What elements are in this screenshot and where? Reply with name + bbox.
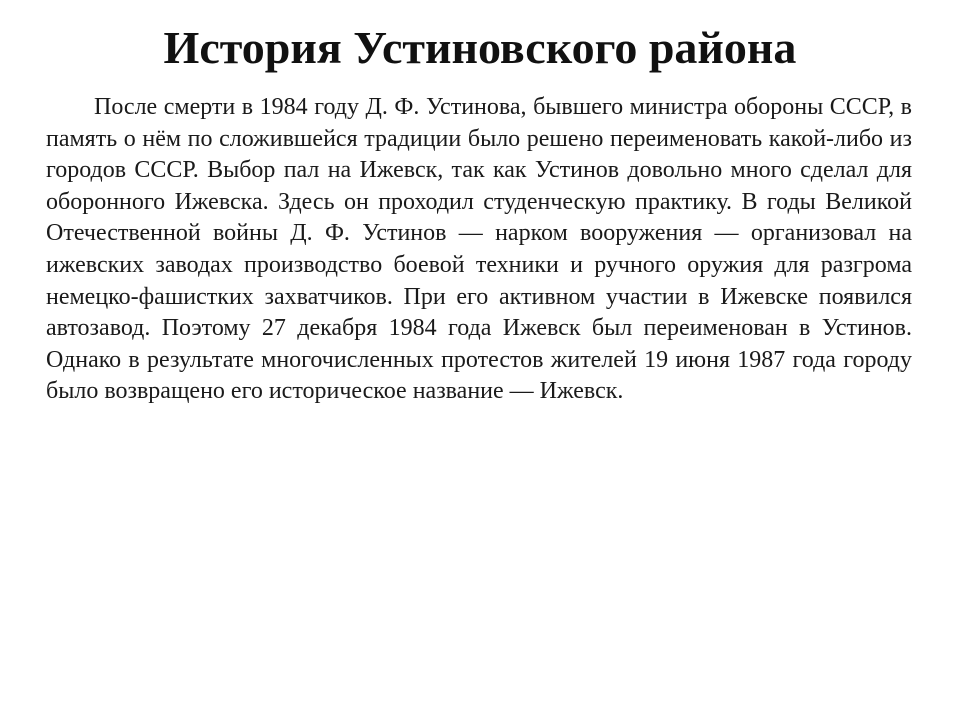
slide-title: История Устиновского района	[163, 22, 797, 73]
slide-body-paragraph: После смерти в 1984 году Д. Ф. Устинова, бывшего министра обороны СССР, в память о нём по сложившейся традиции было решено переименовать какой-либо из городов СССР. Выбор пал на Ижевск, так как Устинов довольно много сделал для оборонного Ижевска. Здесь он проходил студенческую практику. В годы Великой Отечественной войны Д. Ф. Устинов — нарком вооружения — организовал на ижевских заводах производство боевой техники и ручного оружия для разгрома немецко-фашистких захватчиков. При его активном участии в Ижевске появился автозавод. Поэтому 27 декабря 1984 года Ижевск был переименован в Устинов. Однако в результате многочисленных протестов жителей 19 июня 1987 года городу было возвращено его историческое название — Ижевск.	[46, 94, 912, 405]
